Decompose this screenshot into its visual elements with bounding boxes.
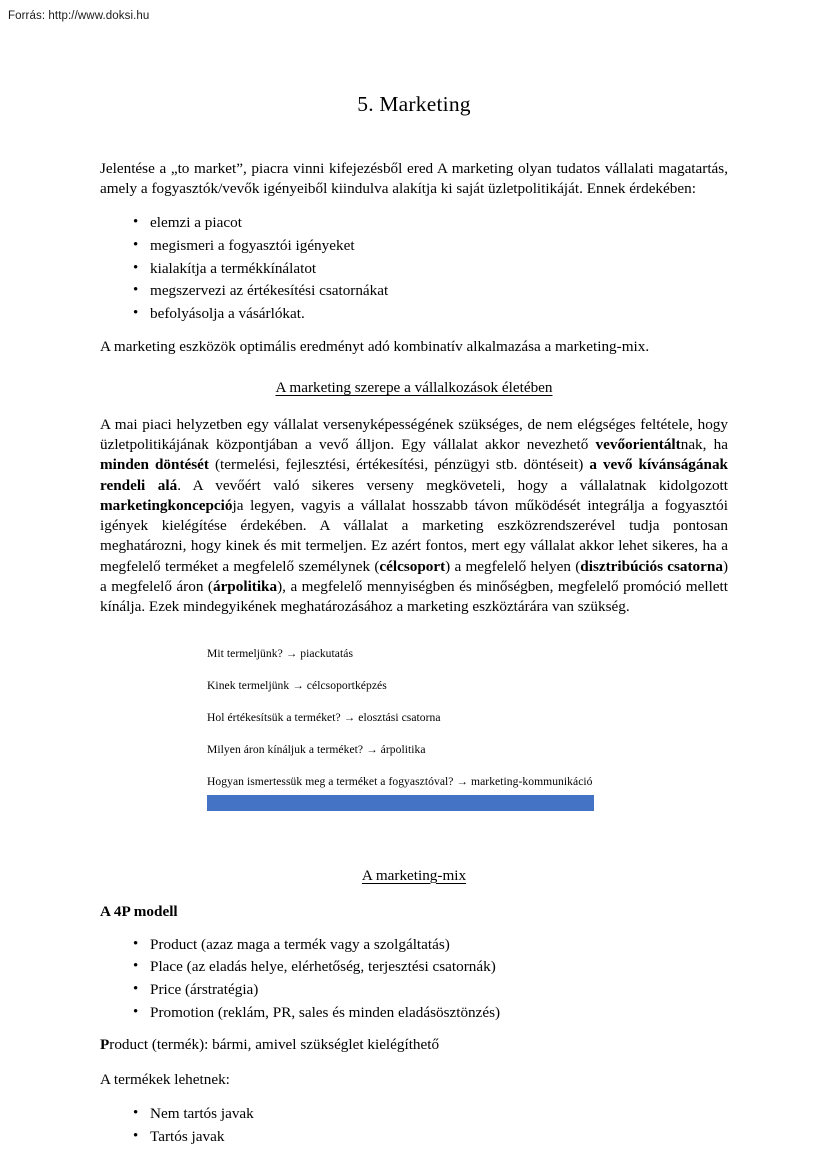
list-item: • megismeri a fogyasztói igényeket — [150, 236, 728, 257]
role-text-1: A mai piaci helyzetben egy vállalat versenyképességének szükséges, de nem elégséges feltétele, hogy üzletpolitikájának központjában a vevő álljon. Egy vállalat akkor nevezhető — [100, 416, 728, 454]
product-definition-text: roduct (termék): bármi, amivel szükséglet kielégíthető — [109, 1036, 440, 1054]
product-bold-lead: P — [100, 1036, 110, 1054]
role-text-8: ), a megfelelő mennyiségben és minőségben, megfelelő promóció mellett kínálja. Ezek mindegyikének meghatározásához a marketing eszköztárára van szükség. — [100, 577, 728, 615]
role-bold-marketingkoncepcio: marketingkoncepció — [100, 496, 233, 514]
role-bold-disztribucios-csatorna: disztribúciós csatorna — [580, 557, 723, 575]
section-heading-marketing-mix: A marketing-mix — [361, 866, 467, 884]
role-bold-minden-dontese: minden döntését — [100, 456, 209, 474]
list-item: • kialakítja a termékkínálatot — [150, 259, 728, 280]
qa-line-whom: Kinek termeljünk → célcsoportképzés — [207, 679, 387, 693]
qa-line-where: Hol értékesítsük a terméket? → elosztási csatorna — [207, 711, 441, 725]
subheading-4p-model: A 4P modell — [100, 902, 178, 920]
product-definition — [100, 1035, 728, 1055]
list-item: • Product (azaz maga a termék vagy a szolgáltatás) — [150, 935, 728, 956]
qa-line-price: Milyen áron kínáljuk a terméket? → árpolitika — [207, 742, 426, 756]
page-title: 5. Marketing — [357, 92, 471, 116]
blue-highlight-bar — [207, 795, 594, 811]
list-item: • Promotion (reklám, PR, sales és minden eladásösztönzés) — [150, 1003, 728, 1024]
qa-line-how: Hogyan ismertessük meg a terméket a fogyasztóval? → marketing-kommunikáció — [207, 774, 593, 788]
list-item: • Price (árstratégia) — [150, 980, 728, 1001]
role-bold-arpolitika: árpolitika — [212, 577, 278, 595]
role-text-5: ja legyen, vagyis a vállalat hosszabb távon működését integrálja a fogyasztói igények kielégítése érdekében. A vállalat a marketing eszközrendszerével tudja pontosan meghatározni, hogy kinek és mit termeljen. Ez azért fontos, mert egy vállalat akkor lehet sikeres, ha a megfelelő terméket a megfelelő személynek ( — [100, 496, 728, 575]
list-item: • Place (az eladás helye, elérhetőség, terjesztési csatornák) — [150, 957, 728, 978]
role-text-2: nak, ha — [680, 436, 728, 454]
question-answer-block — [100, 647, 728, 789]
list-item: • megszervezi az értékesítési csatornákat — [150, 281, 728, 302]
products-intro: A termékek lehetnek: — [100, 1070, 230, 1088]
role-bold-vevo-kivansaganak: a vevő kívánságának rendeli alá — [100, 456, 728, 494]
marketing-role-paragraph — [100, 415, 728, 617]
document-body — [100, 92, 728, 1159]
intro-bullet-list — [100, 213, 728, 324]
spacer — [100, 811, 728, 845]
product-types-bullet-list — [100, 1104, 728, 1147]
role-bold-vevoorientalt: vevőorientált — [595, 436, 681, 454]
source-watermark: Forrás: http://www.doksi.hu — [8, 10, 150, 22]
list-item: • Nem tartós javak — [150, 1104, 728, 1125]
role-text-3: (termelési, fejlesztési, értékesítési, pénzügyi stb. döntéseit) — [208, 456, 590, 474]
role-bold-celcsoport: célcsoport — [379, 557, 446, 575]
4p-bullet-list — [100, 935, 728, 1024]
list-item: • Tartós javak — [150, 1127, 728, 1148]
marketing-mix-definition: A marketing eszközök optimális eredményt adó kombinatív alkalmazása a marketing-mix. — [100, 337, 650, 355]
list-item: • elemzi a piacot — [150, 213, 728, 234]
role-text-4: . A vevőért való sikeres verseny megköveteli, hogy a vállalatnak kidolgozott — [177, 476, 728, 494]
role-text-6: ) a megfelelő helyen ( — [445, 557, 581, 575]
role-text-7: ) a megfelelő áron ( — [100, 557, 728, 595]
qa-line-what: Mit termeljünk? → piackutatás — [207, 647, 354, 661]
intro-paragraph: Jelentése a „to market”, piacra vinni kifejezésből ered A marketing olyan tudatos vállalati magatartás, amely a fogyasztók/vevők igényeiből kiindulva alakítja ki saját üzletpolitikáját. Ennek érdekében: — [100, 160, 728, 198]
section-heading-marketing-role: A marketing szerepe a vállalkozások életében — [275, 379, 553, 397]
list-item: • befolyásolja a vásárlókat. — [150, 304, 728, 325]
